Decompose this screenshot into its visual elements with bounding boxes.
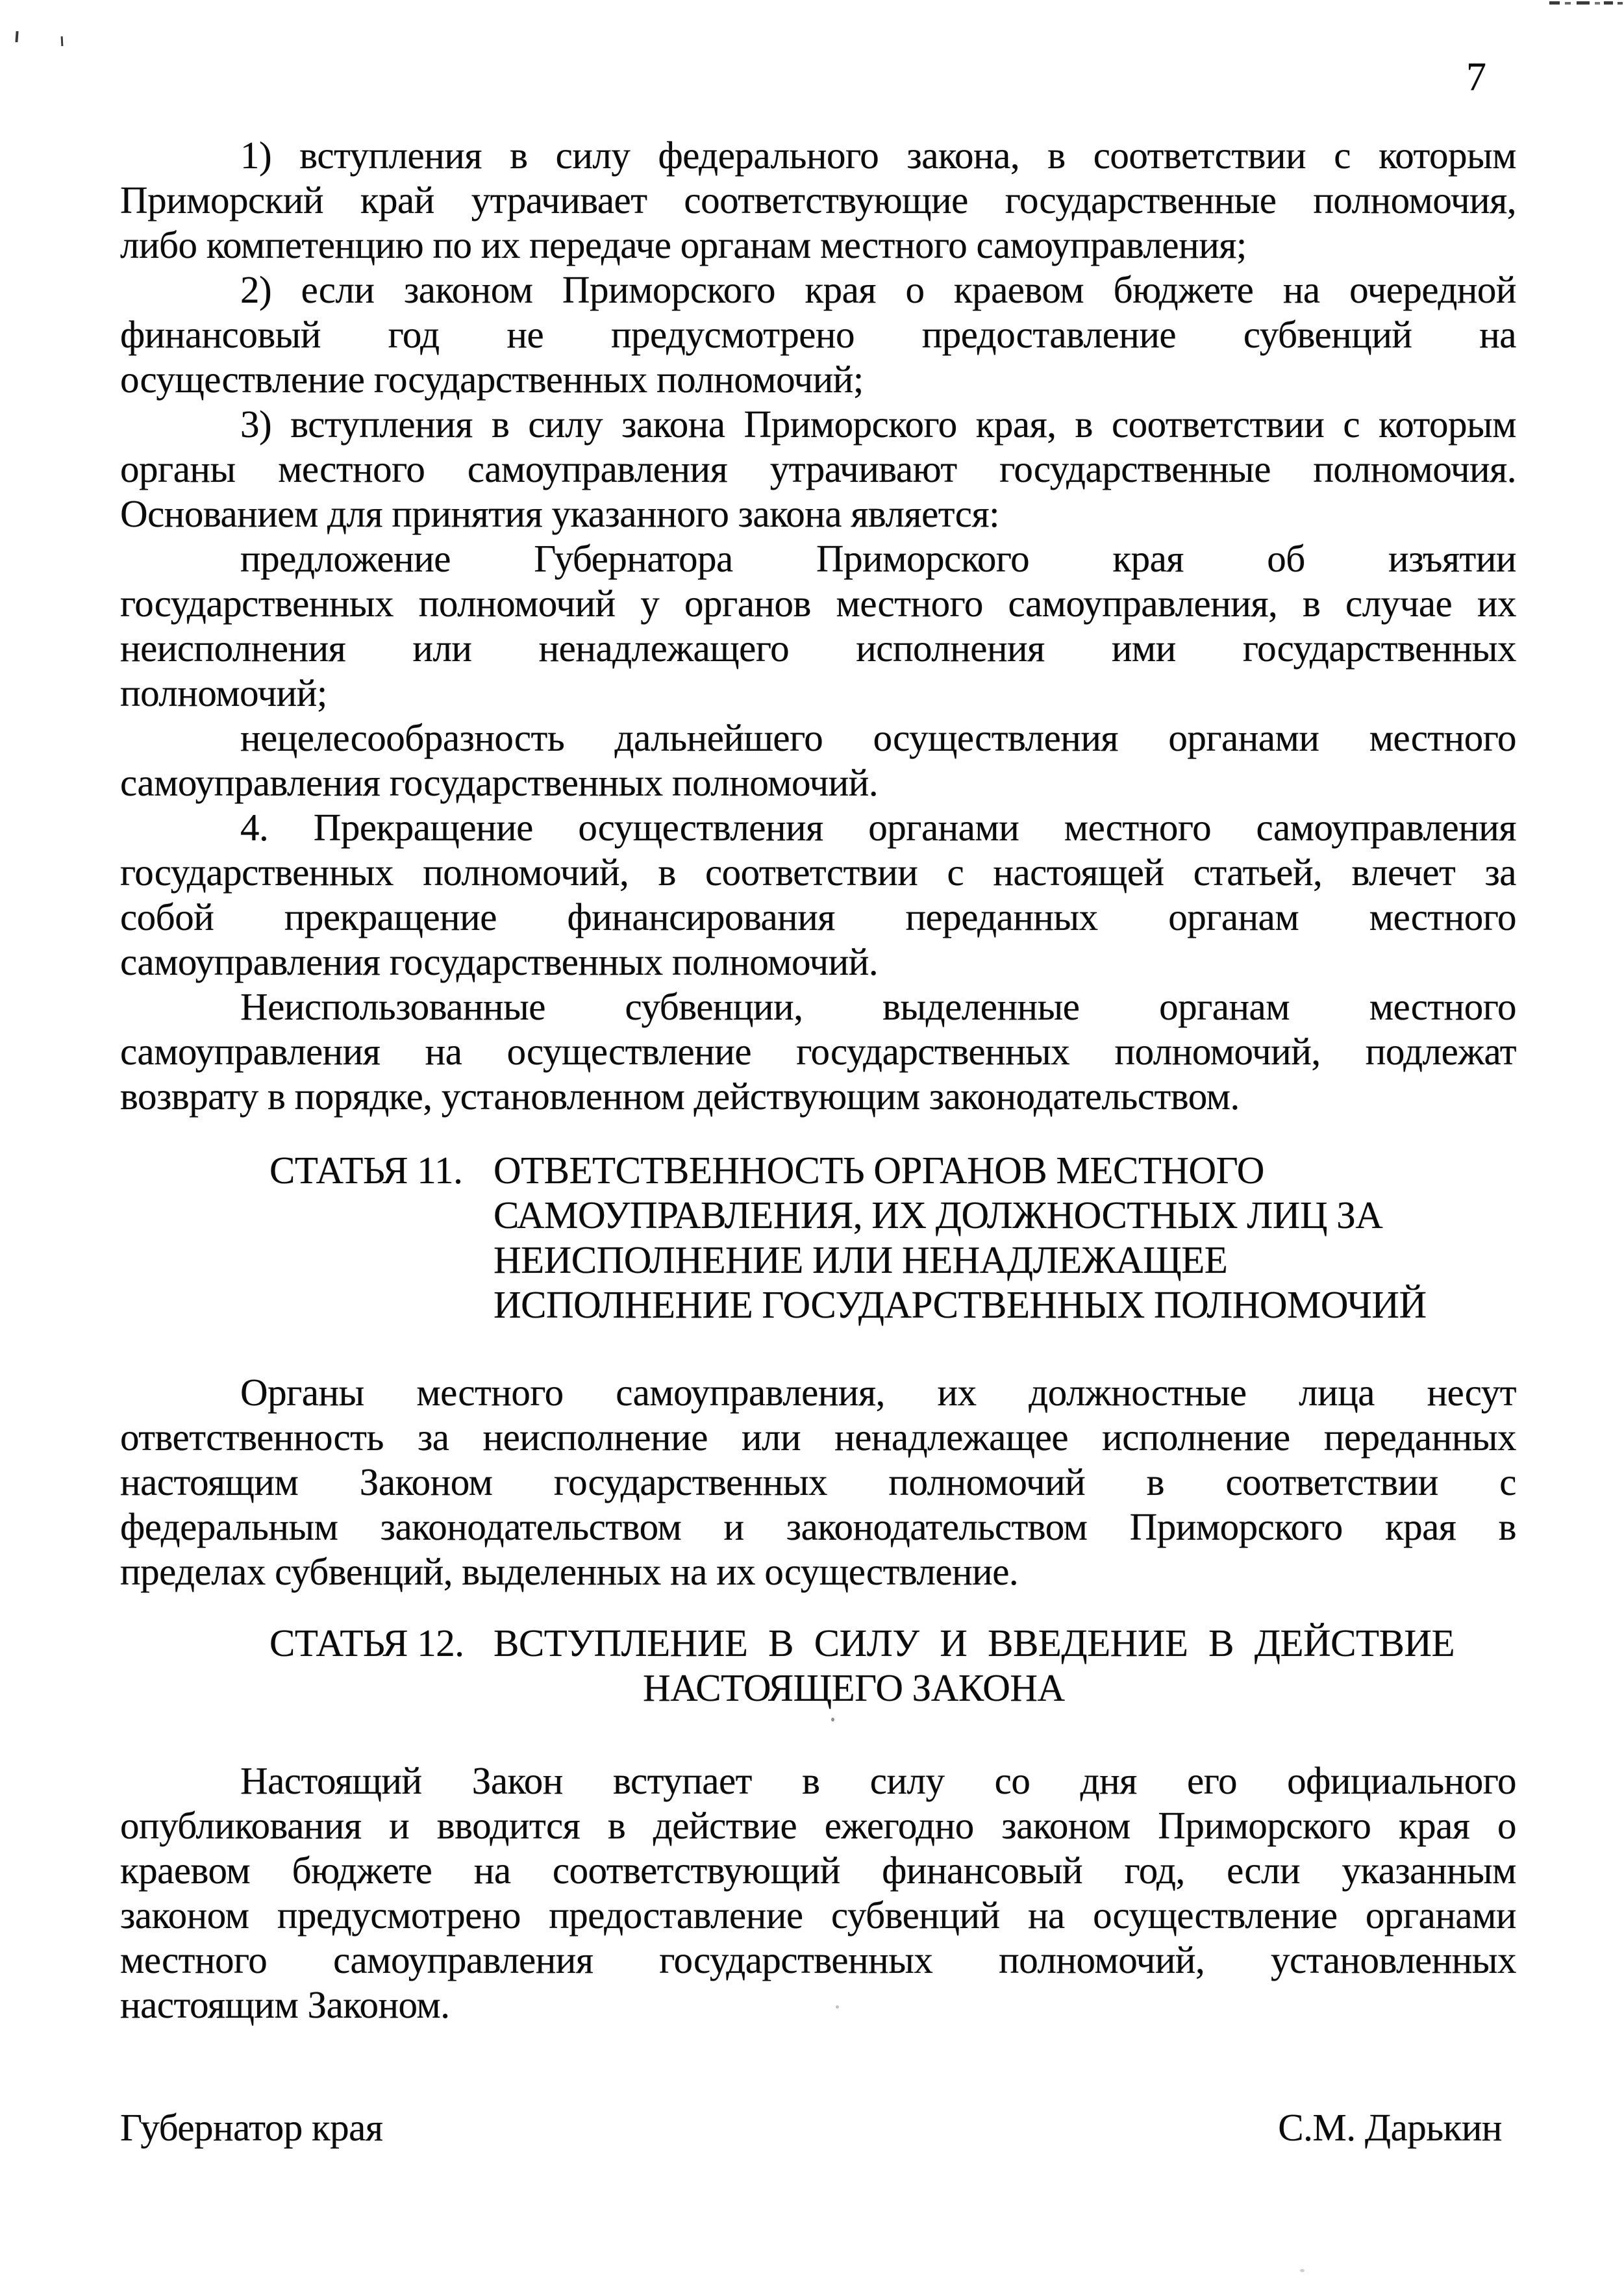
paragraph-line: предложение Губернатора Приморского края об изъятии — [240, 537, 1516, 580]
scan-edge-artifact — [1618, 2, 1623, 5]
paragraph-line: опубликования и вводится в действие ежегодно законом Приморского края о — [120, 1804, 1516, 1847]
paragraph-line: органы местного самоуправления утрачивают государственные полномочия. — [120, 447, 1516, 490]
heading-continuation-line: САМОУПРАВЛЕНИЯ, ИХ ДОЛЖНОСТНЫХ ЛИЦ ЗА — [493, 1194, 1383, 1236]
article-number-label: СТАТЬЯ 11. — [269, 1149, 463, 1192]
scan-edge-artifact — [1577, 1, 1590, 5]
heading-first-line — [269, 1621, 1516, 1666]
paragraph-line: законом предусмотрено предоставление субвенций на осуществление органами — [120, 1894, 1516, 1936]
scan-edge-artifact — [1549, 1, 1560, 5]
scan-speck — [1300, 2269, 1305, 2272]
paragraph-line: неисполнения или ненадлежащего исполнения ими государственных — [120, 627, 1516, 670]
scan-speck — [15, 31, 18, 42]
page-number: 7 — [1466, 55, 1486, 99]
heading-first-line — [269, 1148, 1516, 1193]
paragraph-line: государственных полномочий, в соответствии с настоящей статьей, влечет за — [120, 851, 1516, 894]
paragraph-line: местного самоуправления государственных полномочий, установленных — [120, 1938, 1516, 1981]
paragraph-line: Приморский край утрачивает соответствующие государственные полномочия, — [120, 179, 1516, 221]
heading-continuation-line: НЕИСПОЛНЕНИЕ ИЛИ НЕНАДЛЕЖАЩЕЕ — [493, 1238, 1228, 1281]
paragraph — [120, 133, 1516, 268]
paragraph-line: 4. Прекращение осуществления органами местного самоуправления — [240, 806, 1516, 849]
paragraph-line: федеральным законодательством и законодательством Приморского края в — [120, 1505, 1516, 1548]
paragraph-line: пределах субвенций, выделенных на их осуществление. — [120, 1550, 1019, 1593]
paragraph-line: настоящим Законом. — [120, 1983, 450, 2026]
paragraph — [120, 1370, 1516, 1594]
paragraph-line: самоуправления на осуществление государственных полномочий, подлежат — [120, 1030, 1516, 1073]
heading-continuation-line: ИСПОЛНЕНИЕ ГОСУДАРСТВЕННЫХ ПОЛНОМОЧИЙ — [493, 1283, 1427, 1326]
text-blocks — [120, 133, 1516, 2027]
paragraph — [120, 536, 1516, 716]
scan-edge-artifact — [1595, 2, 1600, 5]
paragraph-line: краевом бюджете на соответствующий финансовый год, если указанным — [120, 1849, 1516, 1892]
paragraph — [120, 268, 1516, 402]
paragraph-line: Органы местного самоуправления, их должностные лица несут — [240, 1371, 1516, 1414]
paragraph-line: возврату в порядке, установленном действующим законодательством. — [120, 1075, 1240, 1118]
heading-text: ОТВЕТСТВЕННОСТЬ ОРГАНОВ МЕСТНОГО — [493, 1149, 1264, 1192]
paragraph-line: 3) вступления в силу закона Приморского края, в соответствии с которым — [240, 403, 1516, 445]
scan-edge-artifact — [1604, 1, 1613, 5]
paragraph-line: государственных полномочий у органов местного самоуправления, в случае их — [120, 582, 1516, 625]
paragraph-line: полномочий; — [120, 671, 327, 714]
article-heading — [269, 1148, 1516, 1327]
article-heading — [269, 1621, 1516, 1710]
paragraph-line: Настоящий Закон вступает в силу со дня его официального — [240, 1759, 1516, 1802]
paragraph — [120, 716, 1516, 805]
paragraph-line: самоуправления государственных полномочий. — [120, 761, 879, 804]
paragraph-line: Основанием для принятия указанного закона является: — [120, 492, 999, 535]
article-number-label: СТАТЬЯ 12. — [269, 1622, 464, 1664]
signature-name: С.М. Дарькин — [1278, 2106, 1502, 2149]
paragraph — [120, 805, 1516, 984]
paragraph-line: либо компетенцию по их передаче органам местного самоуправления; — [120, 223, 1247, 266]
document-body — [120, 133, 1516, 2150]
paragraph-line: собой прекращение финансирования переданных органам местного — [120, 896, 1516, 938]
paragraph — [120, 1759, 1516, 2027]
paragraph — [120, 984, 1516, 1119]
heading-continuation-line: НАСТОЯЩЕГО ЗАКОНА — [643, 1666, 1065, 1709]
paragraph-line: самоуправления государственных полномочий. — [120, 940, 879, 983]
paragraph-line: осуществление государственных полномочий; — [120, 358, 864, 401]
paragraph-line: 2) если законом Приморского края о краевом бюджете на очередной — [240, 268, 1516, 311]
paragraph-line: 1) вступления в силу федерального закона, в соответствии с которым — [240, 134, 1516, 177]
signature-row — [120, 2105, 1516, 2150]
signature-title: Губернатор края — [120, 2106, 383, 2149]
paragraph-line: Неиспользованные субвенции, выделенные органам местного — [240, 985, 1516, 1028]
paragraph-line: настоящим Законом государственных полномочий в соответствии с — [120, 1460, 1516, 1503]
heading-text: ВСТУПЛЕНИЕ В СИЛУ И ВВЕДЕНИЕ В ДЕЙСТВИЕ — [493, 1622, 1455, 1664]
paragraph-line: нецелесообразность дальнейшего осуществления органами местного — [240, 716, 1516, 759]
scan-edge-artifact — [1565, 2, 1571, 5]
scan-speck — [61, 36, 64, 46]
paragraph-line: ответственность за неисполнение или ненадлежащее исполнение переданных — [120, 1416, 1516, 1459]
paragraph-line: финансовый год не предусмотрено предоставление субвенций на — [120, 313, 1516, 356]
paragraph — [120, 402, 1516, 536]
